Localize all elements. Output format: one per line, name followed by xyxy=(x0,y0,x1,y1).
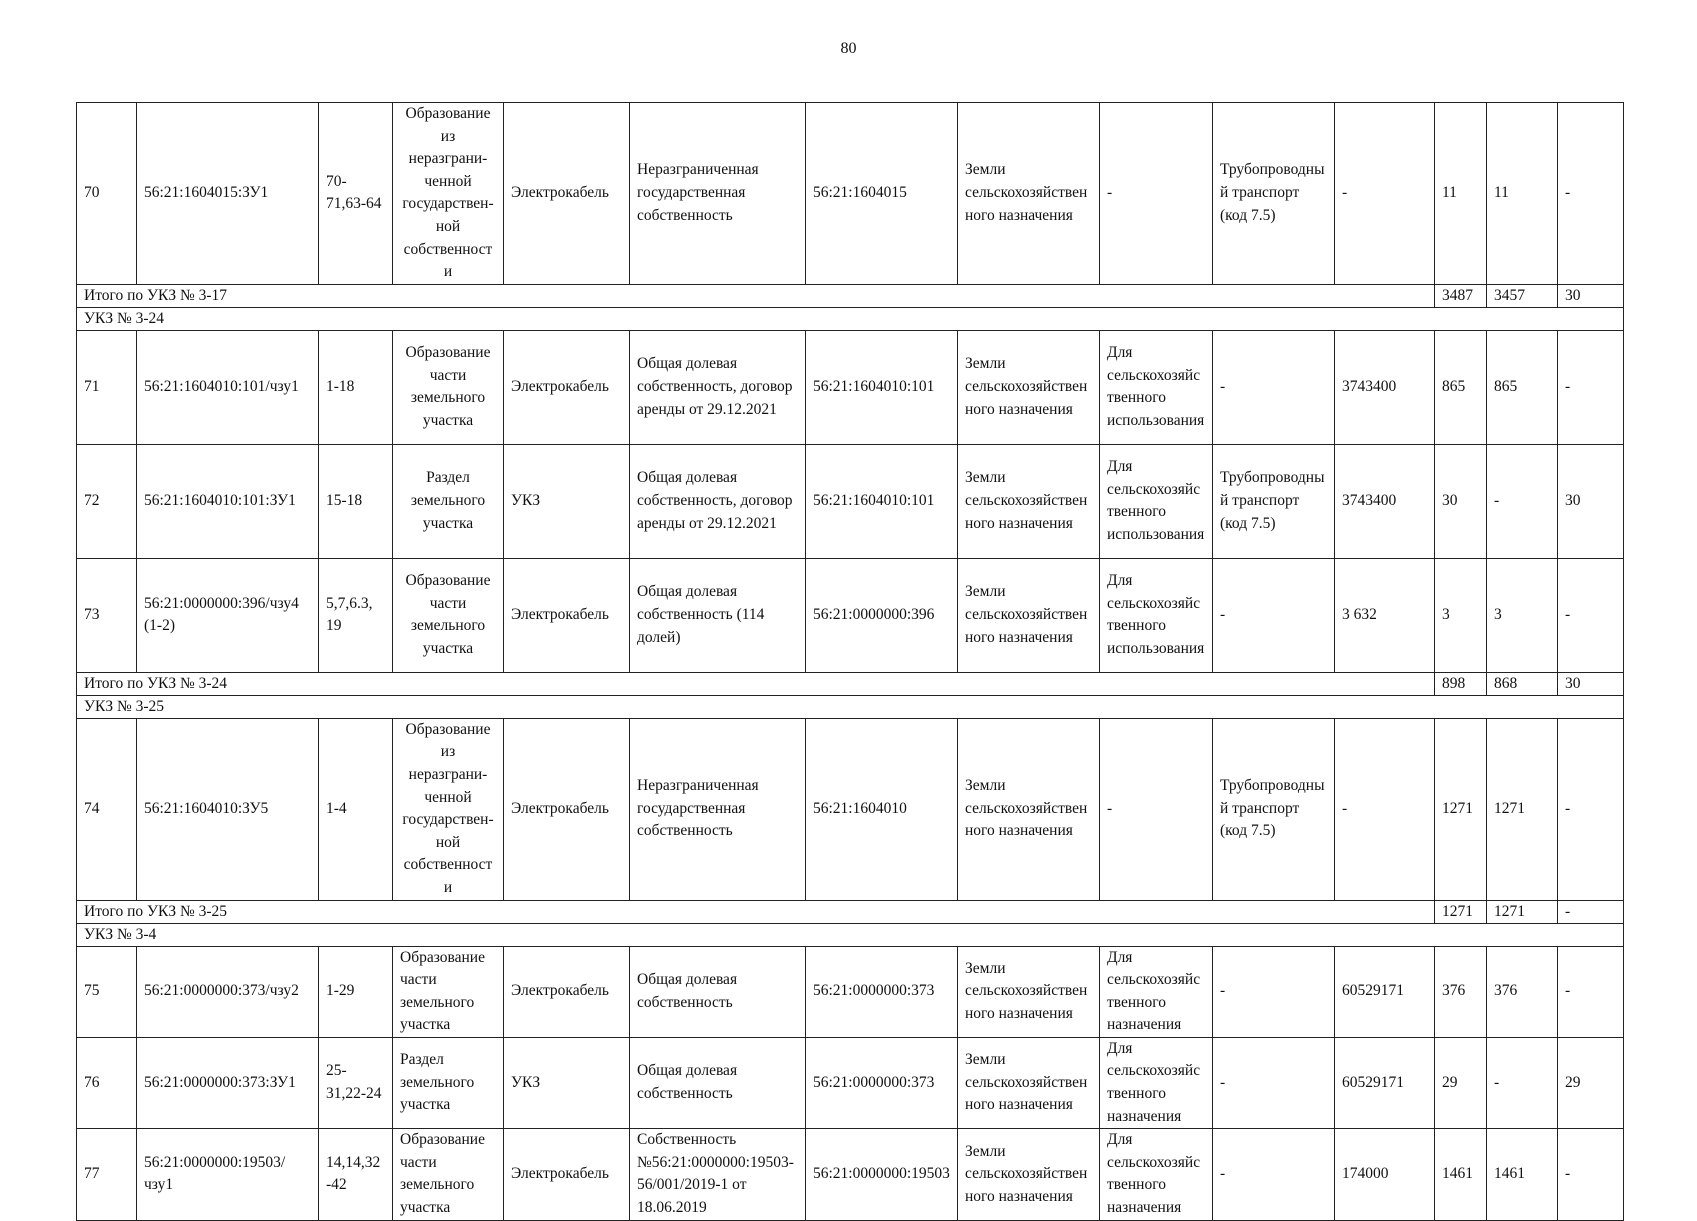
area-cell: 1271 xyxy=(1435,900,1487,923)
table-row xyxy=(77,330,1624,444)
summary-label: Итого по УКЗ № 3-17 xyxy=(77,284,1435,307)
land-category-cell: Земли сельскохозяйственного назначения xyxy=(958,103,1100,285)
new-permitted-use-cell: - xyxy=(1213,558,1335,672)
parent-plot-cell: 56:21:0000000:373 xyxy=(806,1037,958,1128)
object-cell: Электрокабель xyxy=(504,946,630,1037)
new-permitted-use-cell: - xyxy=(1213,1129,1335,1220)
cadastral-number-cell: 56:21:1604010:ЗУ5 xyxy=(137,718,319,900)
area-cell: 3 xyxy=(1435,558,1487,672)
table-row xyxy=(77,1129,1624,1220)
summary-row xyxy=(77,900,1624,923)
parent-plot-cell: 56:21:0000000:19503 xyxy=(806,1129,958,1220)
permitted-use-cell: Для сельскохозяйственного назначения xyxy=(1100,946,1213,1037)
new-permitted-use-cell: Трубопроводный транспорт (код 7.5) xyxy=(1213,444,1335,558)
temporary-area-cell: 1271 xyxy=(1487,718,1558,900)
cadastral-number-cell: 56:21:0000000:19503/чзу1 xyxy=(137,1129,319,1220)
row-number-cell: 72 xyxy=(77,444,137,558)
temporary-area-cell: 868 xyxy=(1487,672,1558,695)
group-header-row xyxy=(77,923,1624,946)
rights-cell: Собственность №56:21:0000000:19503-56/001/2019-1 от 18.06.2019 xyxy=(630,1129,806,1220)
parent-plot-cell: 56:21:1604015 xyxy=(806,103,958,285)
permitted-use-cell: Для сельскохозяйственного назначения xyxy=(1100,1037,1213,1128)
object-cell: Электрокабель xyxy=(504,330,630,444)
permanent-area-cell: - xyxy=(1558,900,1624,923)
row-number-cell: 73 xyxy=(77,558,137,672)
boundary-points-cell: 25-31,22-24 xyxy=(319,1037,393,1128)
cadastral-number-cell: 56:21:0000000:373:ЗУ1 xyxy=(137,1037,319,1128)
total-area-cell: - xyxy=(1335,103,1435,285)
group-header-row xyxy=(77,307,1624,330)
area-cell: 1461 xyxy=(1435,1129,1487,1220)
permanent-area-cell: - xyxy=(1558,718,1624,900)
summary-label: Итого по УКЗ № 3-24 xyxy=(77,672,1435,695)
page-number: 80 xyxy=(840,40,857,57)
boundary-points-cell: 5,7,6.3, 19 xyxy=(319,558,393,672)
total-area-cell: 174000 xyxy=(1335,1129,1435,1220)
parent-plot-cell: 56:21:1604010 xyxy=(806,718,958,900)
area-cell: 30 xyxy=(1435,444,1487,558)
area-cell: 29 xyxy=(1435,1037,1487,1128)
group-label: УКЗ № 3-24 xyxy=(77,307,1624,330)
temporary-area-cell: 1271 xyxy=(1487,900,1558,923)
total-area-cell: 60529171 xyxy=(1335,1037,1435,1128)
temporary-area-cell: 1461 xyxy=(1487,1129,1558,1220)
parent-plot-cell: 56:21:1604010:101 xyxy=(806,444,958,558)
temporary-area-cell: 3457 xyxy=(1487,284,1558,307)
cadastral-number-cell: 56:21:0000000:373/чзу2 xyxy=(137,946,319,1037)
row-number-cell: 70 xyxy=(77,103,137,285)
rights-cell: Общая долевая собственность xyxy=(630,1037,806,1128)
new-permitted-use-cell: - xyxy=(1213,946,1335,1037)
group-label: УКЗ № 3-25 xyxy=(77,695,1624,718)
formation-method-cell: Раздел земельного участка xyxy=(393,1037,504,1128)
area-cell: 3487 xyxy=(1435,284,1487,307)
formation-method-cell: Образование из неразграни-ченной государствен-ной собственности xyxy=(393,103,504,285)
land-category-cell: Земли сельскохозяйственного назначения xyxy=(958,444,1100,558)
formation-method-cell: Образование из неразграни-ченной государствен-ной собственности xyxy=(393,718,504,900)
permanent-area-cell: - xyxy=(1558,1129,1624,1220)
rights-cell: Общая долевая собственность xyxy=(630,946,806,1037)
permanent-area-cell: - xyxy=(1558,103,1624,285)
area-cell: 1271 xyxy=(1435,718,1487,900)
area-cell: 865 xyxy=(1435,330,1487,444)
boundary-points-cell: 1-29 xyxy=(319,946,393,1037)
table-row xyxy=(77,946,1624,1037)
group-label: УКЗ № 3-4 xyxy=(77,923,1624,946)
temporary-area-cell: 865 xyxy=(1487,330,1558,444)
table-row xyxy=(77,103,1624,285)
permitted-use-cell: Для сельскохозяйственного назначения xyxy=(1100,1129,1213,1220)
table-row xyxy=(77,444,1624,558)
row-number-cell: 75 xyxy=(77,946,137,1037)
row-number-cell: 76 xyxy=(77,1037,137,1128)
rights-cell: Неразграниченная государственная собственность xyxy=(630,718,806,900)
permanent-area-cell: - xyxy=(1558,946,1624,1037)
total-area-cell: - xyxy=(1335,718,1435,900)
boundary-points-cell: 15-18 xyxy=(319,444,393,558)
temporary-area-cell: 376 xyxy=(1487,946,1558,1037)
new-permitted-use-cell: - xyxy=(1213,1037,1335,1128)
formation-method-cell: Образование части земельного участка xyxy=(393,558,504,672)
cadastral-number-cell: 56:21:0000000:396/чзу4 (1-2) xyxy=(137,558,319,672)
permanent-area-cell: 29 xyxy=(1558,1037,1624,1128)
temporary-area-cell: 11 xyxy=(1487,103,1558,285)
new-permitted-use-cell: Трубопроводный транспорт (код 7.5) xyxy=(1213,718,1335,900)
formation-method-cell: Раздел земельного участка xyxy=(393,444,504,558)
row-number-cell: 77 xyxy=(77,1129,137,1220)
parent-plot-cell: 56:21:0000000:373 xyxy=(806,946,958,1037)
object-cell: Электрокабель xyxy=(504,718,630,900)
land-plots-table xyxy=(76,102,1624,1221)
permanent-area-cell: - xyxy=(1558,330,1624,444)
rights-cell: Общая долевая собственность (114 долей) xyxy=(630,558,806,672)
object-cell: УКЗ xyxy=(504,1037,630,1128)
table-row xyxy=(77,1037,1624,1128)
formation-method-cell: Образование части земельного участка xyxy=(393,330,504,444)
new-permitted-use-cell: Трубопроводный транспорт (код 7.5) xyxy=(1213,103,1335,285)
group-header-row xyxy=(77,695,1624,718)
row-number-cell: 74 xyxy=(77,718,137,900)
summary-label: Итого по УКЗ № 3-25 xyxy=(77,900,1435,923)
total-area-cell: 60529171 xyxy=(1335,946,1435,1037)
permitted-use-cell: Для сельскохозяйственного использования xyxy=(1100,330,1213,444)
permitted-use-cell: Для сельскохозяйственного использования xyxy=(1100,444,1213,558)
total-area-cell: 3743400 xyxy=(1335,444,1435,558)
boundary-points-cell: 14,14,32-42 xyxy=(319,1129,393,1220)
summary-row xyxy=(77,672,1624,695)
new-permitted-use-cell: - xyxy=(1213,330,1335,444)
permitted-use-cell: - xyxy=(1100,718,1213,900)
cadastral-number-cell: 56:21:1604010:101/чзу1 xyxy=(137,330,319,444)
parent-plot-cell: 56:21:1604010:101 xyxy=(806,330,958,444)
object-cell: УКЗ xyxy=(504,444,630,558)
total-area-cell: 3 632 xyxy=(1335,558,1435,672)
land-category-cell: Земли сельскохозяйственного назначения xyxy=(958,946,1100,1037)
permanent-area-cell: - xyxy=(1558,558,1624,672)
object-cell: Электрокабель xyxy=(504,558,630,672)
land-category-cell: Земли сельскохозяйственного назначения xyxy=(958,558,1100,672)
parent-plot-cell: 56:21:0000000:396 xyxy=(806,558,958,672)
cadastral-number-cell: 56:21:1604015:ЗУ1 xyxy=(137,103,319,285)
boundary-points-cell: 70-71,63-64 xyxy=(319,103,393,285)
object-cell: Электрокабель xyxy=(504,1129,630,1220)
land-category-cell: Земли сельскохозяйственного назначения xyxy=(958,1129,1100,1220)
temporary-area-cell: - xyxy=(1487,444,1558,558)
permanent-area-cell: 30 xyxy=(1558,284,1624,307)
summary-row xyxy=(77,284,1624,307)
table-row xyxy=(77,558,1624,672)
land-category-cell: Земли сельскохозяйственного назначения xyxy=(958,330,1100,444)
area-cell: 898 xyxy=(1435,672,1487,695)
row-number-cell: 71 xyxy=(77,330,137,444)
formation-method-cell: Образование части земельного участка xyxy=(393,1129,504,1220)
object-cell: Электрокабель xyxy=(504,103,630,285)
temporary-area-cell: 3 xyxy=(1487,558,1558,672)
land-category-cell: Земли сельскохозяйственного назначения xyxy=(958,718,1100,900)
rights-cell: Неразграниченная государственная собственность xyxy=(630,103,806,285)
formation-method-cell: Образование части земельного участка xyxy=(393,946,504,1037)
cadastral-number-cell: 56:21:1604010:101:ЗУ1 xyxy=(137,444,319,558)
table-row xyxy=(77,718,1624,900)
permanent-area-cell: 30 xyxy=(1558,672,1624,695)
area-cell: 11 xyxy=(1435,103,1487,285)
temporary-area-cell: - xyxy=(1487,1037,1558,1128)
rights-cell: Общая долевая собственность, договор аренды от 29.12.2021 xyxy=(630,330,806,444)
boundary-points-cell: 1-18 xyxy=(319,330,393,444)
permitted-use-cell: - xyxy=(1100,103,1213,285)
permanent-area-cell: 30 xyxy=(1558,444,1624,558)
land-category-cell: Земли сельскохозяйственного назначения xyxy=(958,1037,1100,1128)
boundary-points-cell: 1-4 xyxy=(319,718,393,900)
rights-cell: Общая долевая собственность, договор аренды от 29.12.2021 xyxy=(630,444,806,558)
table-body xyxy=(77,103,1624,1221)
total-area-cell: 3743400 xyxy=(1335,330,1435,444)
permitted-use-cell: Для сельскохозяйственного использования xyxy=(1100,558,1213,672)
area-cell: 376 xyxy=(1435,946,1487,1037)
